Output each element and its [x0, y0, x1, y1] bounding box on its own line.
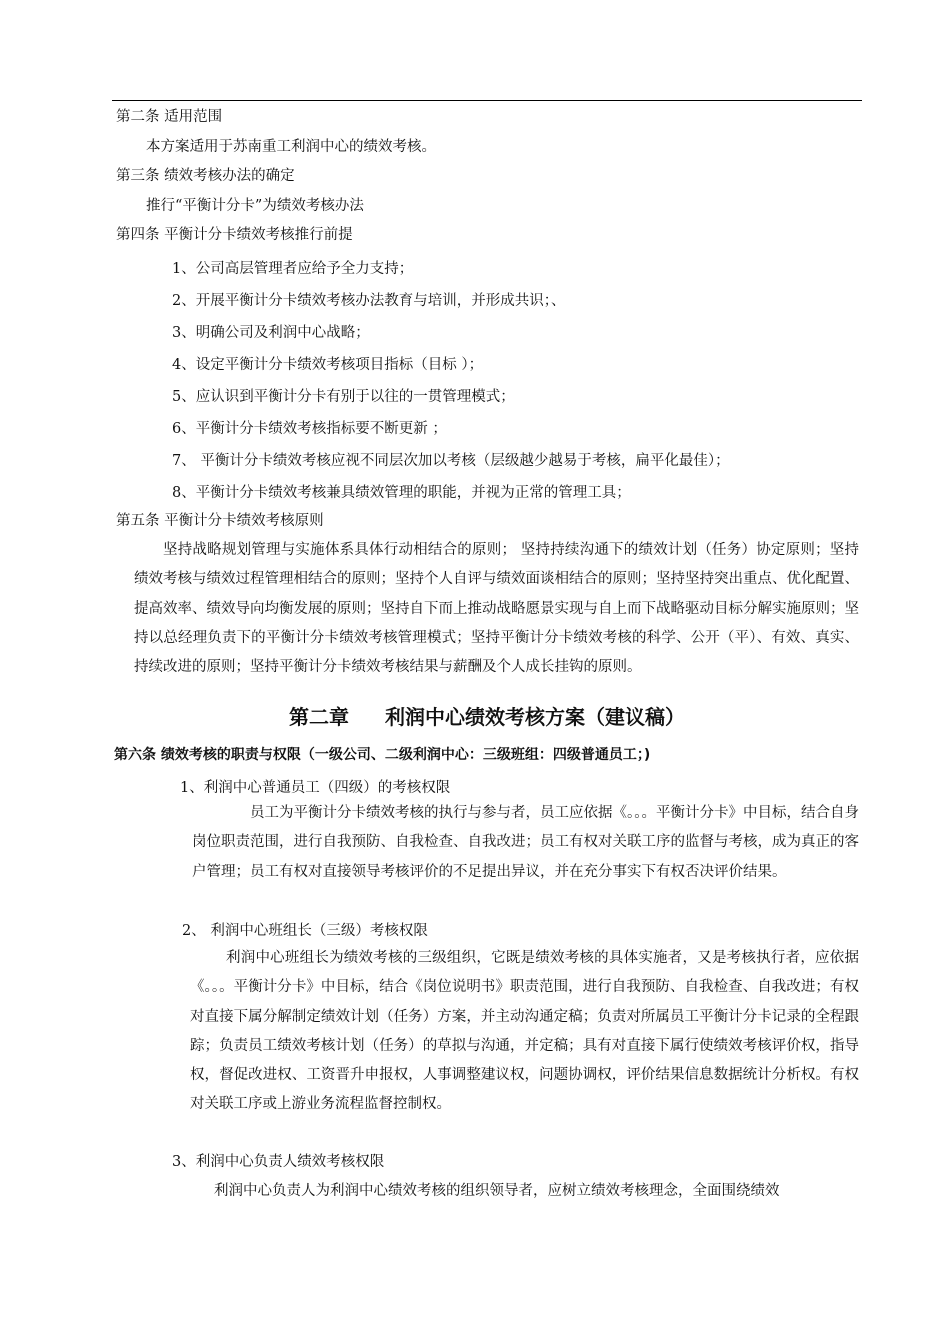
list-item: 7、 平衡计分卡绩效考核应视不同层次加以考核（层级越少越易于考核，扁平化最佳）； — [172, 453, 730, 469]
list-item: 3、明确公司及利润中心战略； — [172, 325, 370, 341]
chapter-number: 第二章 — [289, 705, 349, 729]
list-item: 6、平衡计分卡绩效考核指标要不断更新 ； — [172, 421, 447, 437]
list-item: 8、平衡计分卡绩效考核兼具绩效管理的职能，并视为正常的管理工具； — [172, 485, 631, 501]
section-2-body: 利润中心班组长为绩效考核的三级组织，它既是绩效考核的具体实施者，又是考核执行者，应依据《。。。平衡计分卡》中目标，结合《岗位说明书》职责范围，进行自我预防、自我检查、自我改进；有权对直接下属分解制定绩效计划（任务）方案，并主动沟通定稿；负责对所属员工平衡计分卡记录的全程跟踪；负责员工绩效考核计划（任务）的草拟与沟通，并定稿；具有对直接下属行使绩效考核评价权，指导权，督促改进权、工资晋升申报权，人事调整建议权，问题协调权，评价结果信息数据统计分析权。有权对关联工序或上游业务流程监督控制权。 — [190, 950, 859, 1113]
list-item: 4、设定平衡计分卡绩效考核项目指标（目标 ）； — [172, 357, 484, 373]
article-5-body: 坚持战略规划管理与实施体系具体行动相结合的原则； 坚持持续沟通下的绩效计划（任务）协定原则；坚持绩效考核与绩效过程管理相结合的原则；坚持个人自评与绩效面谈相结合的原则；坚持坚持突出重点、优化配置、提高效率、绩效导向均衡发展的原则；坚持自下而上推动战略愿景实现与自上而下战略驱动目标分解实施原则；坚持以总经理负责下的平衡计分卡绩效考核管理模式；坚持平衡计分卡绩效考核的科学、公开（平）、有效、真实、持续改进的原则；坚持平衡计分卡绩效考核结果与薪酬及个人成长挂钩的原则。 — [134, 542, 859, 676]
chapter-title: 利润中心绩效考核方案（建议稿） — [385, 705, 685, 729]
section-2-title: 2、 利润中心班组长（三级）考核权限 — [182, 923, 428, 939]
article-3-body: 推行“平衡计分卡”为绩效考核办法 — [146, 198, 364, 214]
list-item: 2、开展平衡计分卡绩效考核办法教育与培训，并形成共识；、 — [172, 293, 566, 309]
section-3-title: 3、利润中心负责人绩效考核权限 — [172, 1154, 385, 1170]
article-2-body: 本方案适用于苏南重工利润中心的绩效考核。 — [146, 139, 436, 155]
list-item: 1、公司高层管理者应给予全力支持； — [172, 261, 414, 277]
article-6-title: 第六条 绩效考核的职责与权限（一级公司、二级利润中心：三级班组：四级普通员工；) — [114, 747, 651, 763]
article-4-title: 第四条 平衡计分卡绩效考核推行前提 — [116, 227, 353, 243]
section-1-title: 1、利润中心普通员工（四级）的考核权限 — [180, 780, 451, 796]
section-1-body: 员工为平衡计分卡绩效考核的执行与参与者，员工应依据《。。。平衡计分卡》中目标，结合自身岗位职责范围，进行自我预防、自我检查、自我改进；员工有权对关联工序的监督与考核，成为真正的客户管理；员工有权对直接领导考核评价的不足提出异议，并在充分事实下有权否决评价结果。 — [192, 805, 859, 880]
chapter-heading — [112, 703, 862, 731]
list-item: 5、应认识到平衡计分卡有别于以往的一贯管理模式； — [172, 389, 515, 405]
section-3-body: 利润中心负责人为利润中心绩效考核的组织领导者，应树立绩效考核理念，全面围绕绩效 — [214, 1183, 780, 1199]
article-5-title: 第五条 平衡计分卡绩效考核原则 — [116, 513, 324, 529]
article-3-title: 第三条 绩效考核办法的确定 — [116, 168, 295, 184]
article-2-title: 第二条 适用范围 — [116, 109, 223, 125]
header-rule — [112, 100, 862, 101]
